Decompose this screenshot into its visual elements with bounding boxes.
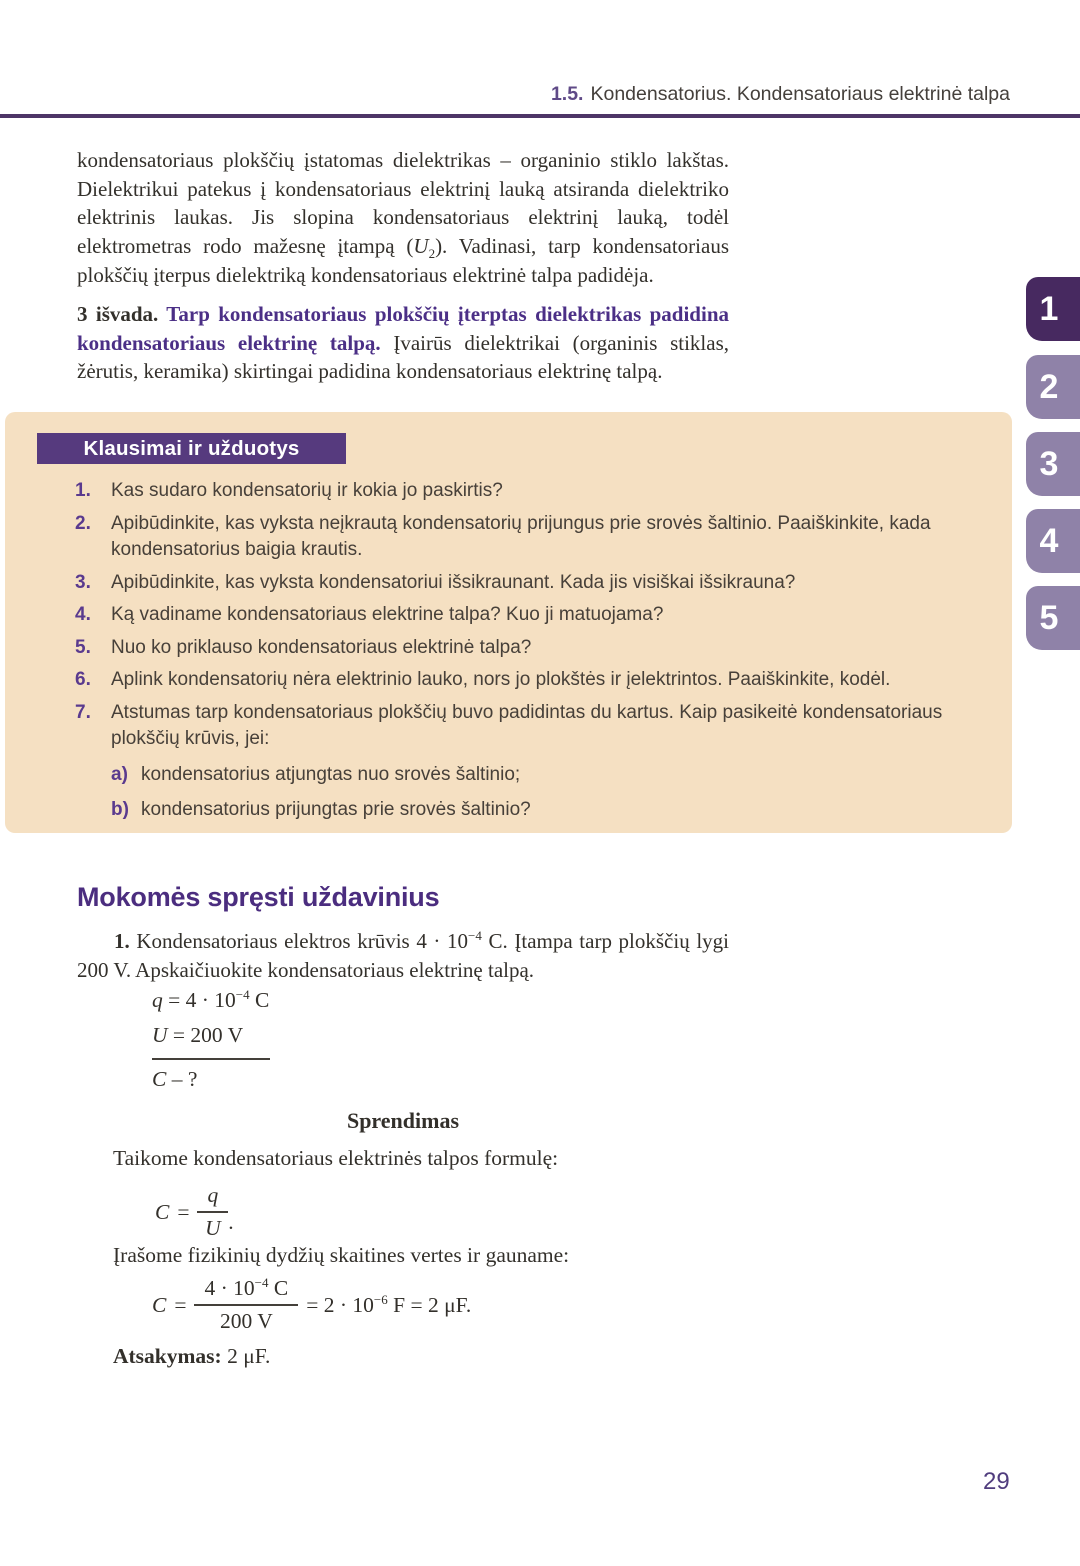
question-number: 6. (75, 669, 91, 690)
chapter-tab-4[interactable]: 4 (1026, 509, 1080, 573)
problem-exponent: −4 (468, 928, 482, 943)
question-number: 7. (75, 701, 91, 723)
given-find (152, 1067, 270, 1092)
intro-paragraph-2 (77, 300, 729, 386)
formula1-period: . (228, 1210, 234, 1234)
fraction-numerator (194, 1276, 298, 1306)
solution-heading: Sprendimas (346, 1108, 460, 1133)
numerator-exponent: −4 (254, 1274, 269, 1290)
solution-step-2: Įrašome fizikinių dydžių skaitines vertes ir gauname: (113, 1243, 570, 1267)
find-question: – ? (166, 1067, 198, 1091)
formula-calculation (152, 1276, 471, 1334)
question-text: Aplink kondensatorių nėra elektrinio lauko, nors jo plokštės ir įelektrintos. Paaiškinkite, kodėl. (111, 669, 891, 690)
fraction-values (194, 1276, 298, 1334)
problem-text-b: C. Įtampa tarp plokščių lygi 200 V. Apskaičiuokite kondensatoriaus elektrinę talpą. (77, 929, 729, 982)
solution-step-1: Taikome kondensatoriaus elektrinės talpos formulę: (113, 1146, 559, 1170)
problem-number: 1. (114, 929, 130, 953)
subitem-letter: a) (111, 763, 128, 785)
question-number: 1. (75, 480, 91, 501)
questions-banner (37, 433, 346, 464)
voltage-subscript: 2 (428, 246, 436, 262)
given-voltage (152, 1023, 270, 1048)
conclusion-highlight: Tarp kondensatoriaus plokščių įterptas dielektrikas padidina kondensatoriaus elektrinę talpą. (77, 302, 730, 355)
voltage-variable: U (152, 1023, 168, 1047)
intro-p1-text-b: ). Vadinasi, tarp kondensatoriaus plokščių įterpus dielektriką kondensatoriaus elektrinė talpa padidėja. (77, 234, 729, 287)
question-subitem (111, 797, 968, 824)
chapter-tab-5[interactable]: 5 (1026, 586, 1080, 650)
question-number: 5. (75, 636, 91, 658)
question-text: Ką vadiname kondensatoriaus elektrine talpa? Kuo ji matuojama? (111, 604, 664, 625)
numerator-unit: C (268, 1276, 289, 1300)
question-item (75, 511, 968, 564)
question-text: Apibūdinkite, kas vyksta neįkrautą kondensatorių prijungus prie srovės šaltinio. Paaiškinkite, kada kondensatorius baigia krautis. (111, 512, 931, 560)
formula1-lhs-variable: C (155, 1199, 170, 1224)
header-rule (0, 114, 1080, 118)
formula2-lhs-variable: C (152, 1292, 167, 1317)
page-number: 29 (983, 1468, 1010, 1495)
charge-exponent: −4 (235, 986, 250, 1002)
result-exponent: −6 (373, 1291, 388, 1307)
given-block (152, 988, 270, 1102)
equals-sign: = (177, 1199, 190, 1224)
solve-section-heading: Mokomės spręsti uždavinius (77, 882, 440, 912)
subitem-text: kondensatorius prijungtas prie srovės šaltinio? (141, 799, 531, 820)
capacitance-variable: C (152, 1067, 167, 1091)
chapter-tab-2[interactable]: 2 (1026, 355, 1080, 419)
question-text: Atstumas tarp kondensatoriaus plokščių buvo padidintas du kartus. Kaip pasikeitė kondensatoriaus plokščių krūvis, jei: (111, 701, 943, 749)
charge-unit: C (249, 988, 270, 1012)
question-text: Apibūdinkite, kas vyksta kondensatoriui išsikraunant. Kada jis visiškai išsikrauna? (111, 571, 796, 593)
equals-sign: = (174, 1292, 187, 1317)
chapter-tab-3[interactable]: 3 (1026, 432, 1080, 496)
problem-text-a: Kondensatoriaus elektros krūvis 4 · 10 (129, 929, 469, 953)
fraction-numerator: q (197, 1183, 228, 1213)
section-number: 1.5. (550, 83, 584, 105)
question-text: Kas sudaro kondensatorių ir kokia jo paskirtis? (111, 480, 503, 501)
given-separator-line (152, 1058, 270, 1060)
answer-label: Atsakymas: (113, 1344, 222, 1368)
questions-box (5, 412, 1012, 833)
intro-p1-text-a: kondensatoriaus plokščių įstatomas dielektrikas – organinio stiklo lakštas. Dielektrikui patekus į kondensatoriaus elektrinį lauką atsiranda dielektriko elektrinis laukas. Jis slopina kondensatoriaus elektrinį lauką, todėl elektrometras rodo mažesnę įtampą ( (77, 148, 729, 259)
question-subitem (111, 762, 968, 789)
subitem-letter: b) (111, 799, 129, 820)
fraction-denominator: 200 V (219, 1309, 273, 1333)
question-item (75, 667, 968, 694)
intro-paragraph-1 (77, 146, 729, 290)
result-unit: F = 2 μF. (387, 1292, 472, 1317)
question-number: 3. (75, 571, 91, 593)
questions-banner-title: Klausimai ir užduotys (83, 436, 300, 460)
answer-line (113, 1344, 270, 1369)
conclusion-rest: Įvairūs dielektrikai (organinis stiklas, žėrutis, keramika) skirtingai padidina kondensatoriaus elektrinę talpą. (77, 330, 729, 384)
question-item (75, 635, 968, 662)
fraction-denominator: U (205, 1216, 221, 1240)
formula-capacitance (155, 1183, 234, 1241)
chapter-tab-1[interactable]: 1 (1026, 277, 1080, 341)
section-title: Kondensatorius. Kondensatoriaus elektrinė talpa (590, 83, 1010, 105)
problem-statement (77, 927, 729, 984)
question-item (75, 478, 968, 505)
question-number: 4. (75, 604, 91, 625)
question-number: 2. (75, 512, 91, 534)
voltage-value: = 200 V (167, 1023, 244, 1047)
question-item (75, 602, 968, 629)
subitem-text: kondensatorius atjungtas nuo srovės šaltinio; (141, 763, 521, 785)
page-header (551, 83, 1010, 106)
numerator-text: 4 · 10 (204, 1276, 255, 1300)
charge-value: = 4 · 10 (162, 988, 236, 1012)
answer-value: 2 μF. (221, 1344, 271, 1368)
question-item (75, 700, 968, 753)
result-text: = 2 · 10 (306, 1292, 374, 1317)
fraction-q-over-u (197, 1183, 228, 1241)
given-charge (152, 988, 270, 1013)
questions-list (75, 478, 968, 824)
formula2-result (306, 1293, 471, 1318)
voltage-variable: U (413, 234, 429, 259)
conclusion-label: 3 išvada. (77, 302, 159, 326)
charge-variable: q (152, 988, 163, 1012)
question-item (75, 570, 968, 597)
question-text: Nuo ko priklauso kondensatoriaus elektrinė talpa? (111, 636, 532, 658)
